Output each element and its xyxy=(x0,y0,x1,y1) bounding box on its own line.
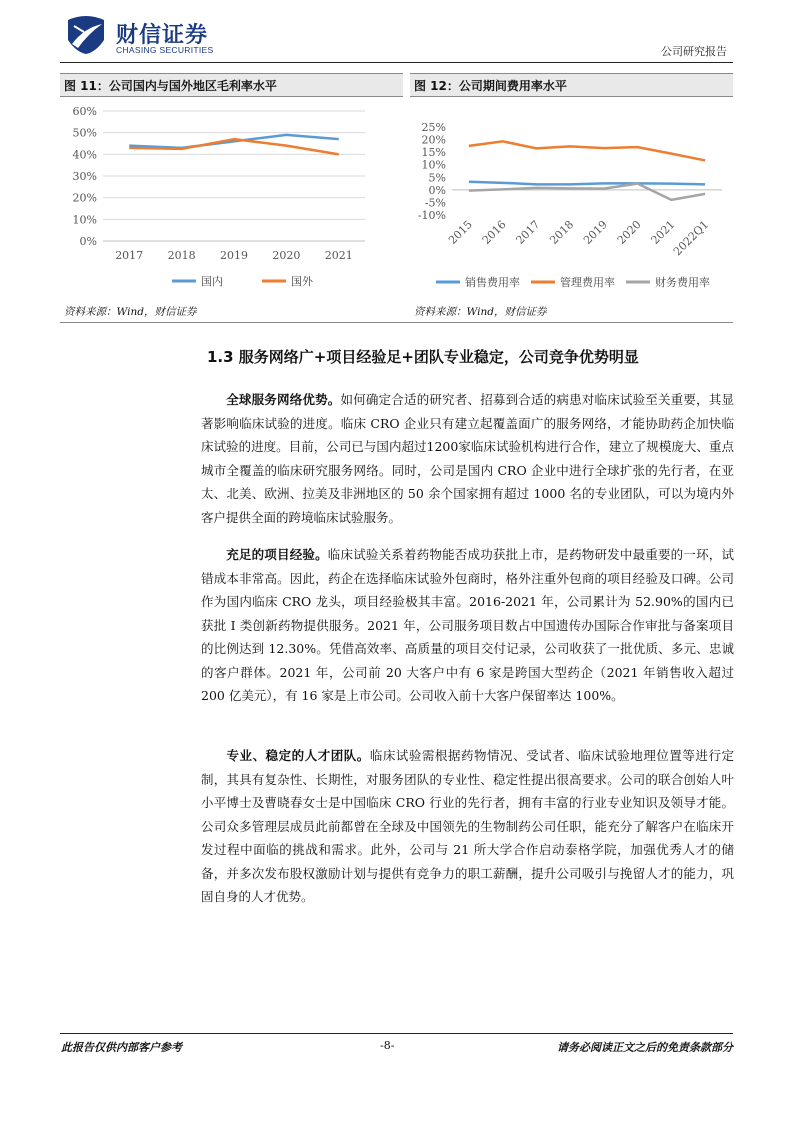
legend-label: 国外 xyxy=(291,275,313,288)
figure-12-title: 图 12：公司期间费用率水平 xyxy=(414,79,567,93)
series-line-财务费用率 xyxy=(469,184,705,200)
figure-12-source: 资料来源：Wind，财信证券 xyxy=(414,306,547,318)
paragraph-talent-team xyxy=(201,744,734,909)
company-logo xyxy=(64,14,214,58)
y-tick-label: 15% xyxy=(421,146,446,160)
figure-11-title-bar xyxy=(60,73,403,97)
x-tick-label: 2017 xyxy=(115,249,144,262)
x-tick-label: 2016 xyxy=(479,217,509,247)
x-tick-label: 2019 xyxy=(220,249,248,262)
y-tick-label: 20% xyxy=(72,191,97,205)
source-divider xyxy=(60,322,733,323)
x-tick-label: 2020 xyxy=(614,217,644,247)
paragraph-project-experience xyxy=(201,543,734,708)
x-tick-label: 2022Q1 xyxy=(670,217,712,259)
y-tick-label: 5% xyxy=(428,171,446,185)
paragraph-lead: 充足的项目经验。 xyxy=(226,547,328,562)
paragraph-global-network xyxy=(201,388,734,529)
logo-english-name: CHASING SECURITIES xyxy=(116,45,214,55)
figure-11-chart xyxy=(60,95,403,301)
figure-11-source: 资料来源：Wind，财信证券 xyxy=(64,306,197,318)
paragraph-text: 如何确定合适的研究者、招募到合适的病患对临床试验至关重要，其显著影响临床试验的进度。临床 CRO 企业只有建立起覆盖面广的服务网络，才能协助药企加快临床试验的进度。目前，公司已与国内超过1200家临床试验机构进行合作，建立了规模庞大、重点城市全覆盖的临床研究服务网络。同时，公司是国内 CRO 企业中进行全球扩张的先行者，在亚太、北美、欧洲、拉美及非洲地区的 50 余个国家拥有超过 1000 名的专业团队，可以为境内外客户提供全面的跨境临床试验服务。 xyxy=(201,392,734,525)
y-tick-label: 50% xyxy=(72,126,97,140)
y-tick-label: -10% xyxy=(417,209,446,222)
y-tick-label: 40% xyxy=(72,148,97,162)
header-divider xyxy=(60,62,733,63)
footer-note: 此报告仅供内部客户参考 xyxy=(61,1041,182,1054)
x-tick-label: 2020 xyxy=(272,249,301,262)
x-tick-label: 2015 xyxy=(446,217,475,247)
footer-divider xyxy=(60,1033,733,1034)
series-line-销售费用率 xyxy=(469,182,705,185)
section-heading: 1.3 服务网络广+项目经验足+团队专业稳定，公司竞争优势明显 xyxy=(207,348,639,366)
x-tick-label: 2018 xyxy=(547,217,577,247)
legend-label: 财务费用率 xyxy=(655,276,710,289)
logo-chinese-name: 财信证券 xyxy=(116,23,209,48)
logo-mark-icon xyxy=(64,14,108,56)
paragraph-text: 临床试验关系着药物能否成功获批上市，是药物研发中最重要的一环，试错成本非常高。因此，药企在选择临床试验外包商时，格外注重外包商的项目经验及口碑。公司作为国内临床 CRO 龙头，项目经验极其丰富。2016-2021 年，公司累计为 52.90%的国内已获批 I 类创新药物提供服务。2021 年，公司服务项目数占中国遗传办国际合作审批与备案项目的比例达到 12.30%。凭借高效率、高质量的项目交付记录，公司收获了一批优质、多元、忠诚的客户群体。2021 年，公司前 20 大客户中有 6 家是跨国大型药企（2021 年销售收入超过 200 亿美元），有 16 家是上市公司。公司收入前十大客户保留率达 100%。 xyxy=(201,547,734,703)
y-tick-label: 30% xyxy=(72,170,97,183)
y-tick-label: 0% xyxy=(79,235,97,248)
series-line-管理费用率 xyxy=(469,141,705,160)
figure-11-title: 图 11：公司国内与国外地区毛利率水平 xyxy=(64,79,277,93)
y-tick-label: 0% xyxy=(428,183,446,197)
paragraph-text: 临床试验需根据药物情况、受试者、临床试验地理位置等进行定制，其具有复杂性、长期性，对服务团队的专业性、稳定性提出很高要求。公司的联合创始人叶小平博士及曹晓春女士是中国临床 CRO 行业的先行者，拥有丰富的行业专业知识及领导才能。公司众多管理层成员此前都曾在全球及中国领先的生物制药公司任职，能充分了解客户在临床开发过程中面临的挑战和需求。此外，公司与 21 所大学合作启动泰格学院，加强优秀人才的储备，并多次发布股权激励计划与提供有竞争力的职工薪酬，提升公司吸引与挽留人才的能力，巩固自身的人才优势。 xyxy=(201,748,734,904)
figure-12-title-bar xyxy=(410,73,733,97)
page-number: -8- xyxy=(380,1039,395,1052)
y-tick-label: -5% xyxy=(424,196,446,210)
document-type: 公司研究报告 xyxy=(661,45,727,58)
x-tick-label: 2021 xyxy=(324,249,353,262)
y-tick-label: 60% xyxy=(72,105,97,118)
legend-label: 销售费用率 xyxy=(465,276,520,289)
x-tick-label: 2021 xyxy=(648,217,678,247)
footer-disclaimer: 请务必阅读正文之后的免责条款部分 xyxy=(557,1041,733,1054)
y-tick-label: 10% xyxy=(421,158,446,172)
y-tick-label: 25% xyxy=(421,121,446,134)
legend-label: 国内 xyxy=(201,275,223,288)
y-tick-label: 10% xyxy=(72,213,97,227)
x-tick-label: 2017 xyxy=(513,217,543,247)
paragraph-lead: 全球服务网络优势。 xyxy=(226,392,341,407)
x-tick-label: 2018 xyxy=(167,249,196,262)
series-line-国内 xyxy=(129,135,339,148)
x-tick-label: 2019 xyxy=(581,217,610,247)
figure-12-chart xyxy=(410,95,733,301)
paragraph-lead: 专业、稳定的人才团队。 xyxy=(226,748,370,763)
y-tick-label: 20% xyxy=(421,133,446,147)
legend-label: 管理费用率 xyxy=(560,276,615,289)
